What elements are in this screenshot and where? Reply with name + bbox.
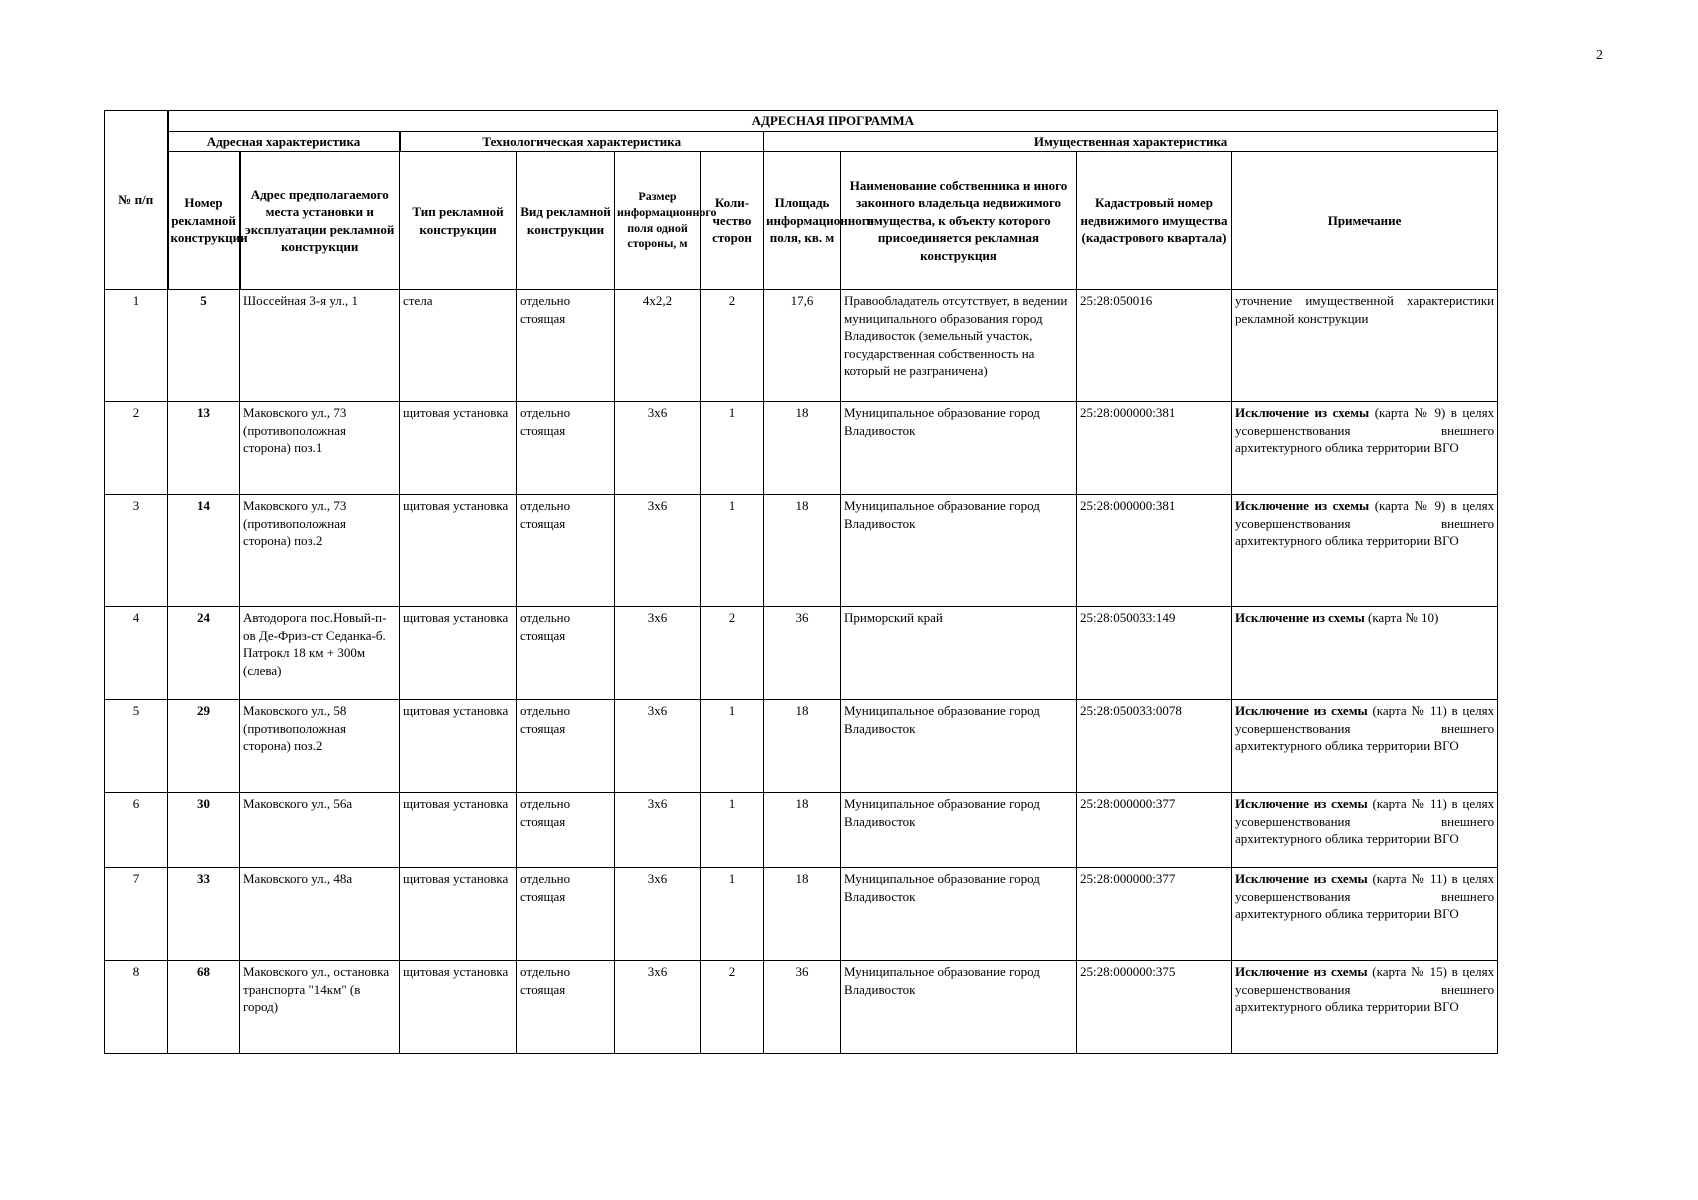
table-row	[105, 495, 1498, 607]
address-cell: Шоссейная 3-я ул., 1	[240, 290, 400, 402]
col-note-header: Примечание	[1232, 152, 1498, 290]
sides-cell: 1	[701, 868, 764, 961]
note-text: (карта № 9) в целях усовершенствования внешнего архитектурного облика территории ВГО	[1235, 498, 1495, 549]
kind-cell: отдельно стоящая	[517, 700, 615, 793]
table-row	[105, 607, 1498, 700]
row-index: 5	[105, 700, 168, 793]
area-cell: 18	[764, 793, 841, 868]
owner-cell: Муниципальное образование город Владивосток	[841, 868, 1077, 961]
type-cell: щитовая установка	[400, 607, 517, 700]
cadastre-cell: 25:28:000000:377	[1077, 793, 1232, 868]
sides-cell: 1	[701, 793, 764, 868]
address-program-table	[104, 110, 1498, 1054]
table-row	[105, 793, 1498, 868]
col-index-header: № п/п	[105, 111, 168, 290]
area-cell: 36	[764, 607, 841, 700]
col-kind-header: Вид рекламной конструкции	[517, 152, 615, 290]
col-sides-header: Коли-чество сторон	[701, 152, 764, 290]
note-bold: Исключение из схемы	[1235, 796, 1368, 812]
note-cell	[1232, 402, 1498, 495]
table-row	[105, 290, 1498, 402]
type-cell: щитовая установка	[400, 402, 517, 495]
construction-number: 24	[168, 607, 240, 700]
size-cell: 3х6	[615, 700, 701, 793]
construction-number: 68	[168, 961, 240, 1054]
col-cadastre-header: Кадастровый номер недвижимого имущества (кадастрового квартала)	[1077, 152, 1232, 290]
area-cell: 18	[764, 868, 841, 961]
table-title: АДРЕСНАЯ ПРОГРАММА	[168, 111, 1498, 132]
note-bold: Исключение из схемы	[1235, 703, 1368, 719]
construction-number: 30	[168, 793, 240, 868]
kind-cell: отдельно стоящая	[517, 961, 615, 1054]
group-address-header: Адресная характеристика	[168, 131, 400, 152]
cadastre-cell: 25:28:000000:377	[1077, 868, 1232, 961]
construction-number: 5	[168, 290, 240, 402]
col-number-header: Номер рекламной конструкции	[168, 152, 240, 290]
note-bold: Исключение из схемы	[1235, 610, 1365, 626]
group-tech-header: Технологическая характеристика	[400, 131, 764, 152]
area-cell: 18	[764, 402, 841, 495]
note-cell	[1232, 290, 1498, 402]
table-row	[105, 700, 1498, 793]
size-cell: 3х6	[615, 961, 701, 1054]
row-index: 2	[105, 402, 168, 495]
page-number: 2	[1596, 48, 1603, 63]
sides-cell: 2	[701, 607, 764, 700]
construction-number: 14	[168, 495, 240, 607]
owner-cell: Муниципальное образование город Владивосток	[841, 793, 1077, 868]
type-cell: щитовая установка	[400, 868, 517, 961]
row-index: 1	[105, 290, 168, 402]
owner-cell: Муниципальное образование город Владивосток	[841, 961, 1077, 1054]
construction-number: 33	[168, 868, 240, 961]
size-cell: 3х6	[615, 495, 701, 607]
note-text: (карта № 11) в целях усовершенствования внешнего архитектурного облика территории ВГО	[1235, 703, 1495, 754]
note-text: (карта № 11) в целях усовершенствования внешнего архитектурного облика территории ВГО	[1235, 871, 1495, 922]
note-text: (карта № 9) в целях усовершенствования внешнего архитектурного облика территории ВГО	[1235, 405, 1495, 456]
note-cell	[1232, 700, 1498, 793]
area-cell: 18	[764, 495, 841, 607]
cadastre-cell: 25:28:000000:381	[1077, 402, 1232, 495]
size-cell: 3х6	[615, 793, 701, 868]
kind-cell: отдельно стоящая	[517, 868, 615, 961]
table-body	[105, 290, 1498, 1054]
cadastre-cell: 25:28:050033:0078	[1077, 700, 1232, 793]
row-index: 7	[105, 868, 168, 961]
note-bold: Исключение из схемы	[1235, 964, 1368, 980]
cadastre-cell: 25:28:050033:149	[1077, 607, 1232, 700]
owner-cell: Приморский край	[841, 607, 1077, 700]
note-cell	[1232, 793, 1498, 868]
col-owner-header: Наименование собственника и иного законного владельца недвижимого имущества, к объекту которого присоединяется рекламная конструкция	[841, 152, 1077, 290]
construction-number: 29	[168, 700, 240, 793]
table-header	[105, 111, 1498, 290]
size-cell: 3х6	[615, 402, 701, 495]
row-index: 3	[105, 495, 168, 607]
note-bold: Исключение из схемы	[1235, 871, 1368, 887]
table-row	[105, 868, 1498, 961]
area-cell: 36	[764, 961, 841, 1054]
sides-cell: 1	[701, 700, 764, 793]
construction-number: 13	[168, 402, 240, 495]
size-cell: 3х6	[615, 607, 701, 700]
table-row	[105, 961, 1498, 1054]
kind-cell: отдельно стоящая	[517, 290, 615, 402]
area-cell: 17,6	[764, 290, 841, 402]
sides-cell: 2	[701, 290, 764, 402]
note-text: уточнение имущественной характеристики рекламной конструкции	[1235, 293, 1495, 326]
col-size-header: Размер информационного поля одной стороны, м	[615, 152, 701, 290]
note-bold: Исключение из схемы	[1235, 405, 1370, 421]
note-text: (карта № 10)	[1364, 610, 1439, 626]
col-type-header: Тип рекламной конструкции	[400, 152, 517, 290]
sides-cell: 1	[701, 495, 764, 607]
note-bold: Исключение из схемы	[1235, 498, 1370, 514]
note-text: (карта № 11) в целях усовершенствования внешнего архитектурного облика территории ВГО	[1235, 796, 1495, 847]
cadastre-cell: 25:28:000000:381	[1077, 495, 1232, 607]
type-cell: щитовая установка	[400, 793, 517, 868]
size-cell: 4х2,2	[615, 290, 701, 402]
cadastre-cell: 25:28:000000:375	[1077, 961, 1232, 1054]
table-row	[105, 402, 1498, 495]
row-index: 8	[105, 961, 168, 1054]
note-cell	[1232, 868, 1498, 961]
area-cell: 18	[764, 700, 841, 793]
kind-cell: отдельно стоящая	[517, 793, 615, 868]
address-cell: Маковского ул., остановка транспорта "14км" (в город)	[240, 961, 400, 1054]
address-cell: Автодорога пос.Новый-п-ов Де-Фриз-ст Седанка-б. Патрокл 18 км + 300м (слева)	[240, 607, 400, 700]
type-cell: стела	[400, 290, 517, 402]
note-cell	[1232, 607, 1498, 700]
note-cell	[1232, 495, 1498, 607]
address-cell: Маковского ул., 56а	[240, 793, 400, 868]
sides-cell: 2	[701, 961, 764, 1054]
address-cell: Маковского ул., 48а	[240, 868, 400, 961]
col-area-header: Площадь информационного поля, кв. м	[764, 152, 841, 290]
type-cell: щитовая установка	[400, 961, 517, 1054]
size-cell: 3х6	[615, 868, 701, 961]
owner-cell: Муниципальное образование город Владивосток	[841, 495, 1077, 607]
row-index: 4	[105, 607, 168, 700]
type-cell: щитовая установка	[400, 700, 517, 793]
kind-cell: отдельно стоящая	[517, 495, 615, 607]
owner-cell: Правообладатель отсутствует, в ведении муниципального образования город Владивосток (земельный участок, государственная собственность на который не разграничена)	[841, 290, 1077, 402]
sides-cell: 1	[701, 402, 764, 495]
kind-cell: отдельно стоящая	[517, 402, 615, 495]
address-cell: Маковского ул., 58 (противоположная сторона) поз.2	[240, 700, 400, 793]
col-address-header: Адрес предполагаемого места установки и эксплуатации рекламной конструкции	[240, 152, 400, 290]
row-index: 6	[105, 793, 168, 868]
type-cell: щитовая установка	[400, 495, 517, 607]
address-cell: Маковского ул., 73 (противоположная сторона) поз.1	[240, 402, 400, 495]
address-cell: Маковского ул., 73 (противоположная сторона) поз.2	[240, 495, 400, 607]
owner-cell: Муниципальное образование город Владивосток	[841, 700, 1077, 793]
cadastre-cell: 25:28:050016	[1077, 290, 1232, 402]
owner-cell: Муниципальное образование город Владивосток	[841, 402, 1077, 495]
note-cell	[1232, 961, 1498, 1054]
group-property-header: Имущественная характеристика	[764, 131, 1498, 152]
note-text: (карта № 15) в целях усовершенствования внешнего архитектурного облика территории ВГО	[1235, 964, 1495, 1015]
kind-cell: отдельно стоящая	[517, 607, 615, 700]
